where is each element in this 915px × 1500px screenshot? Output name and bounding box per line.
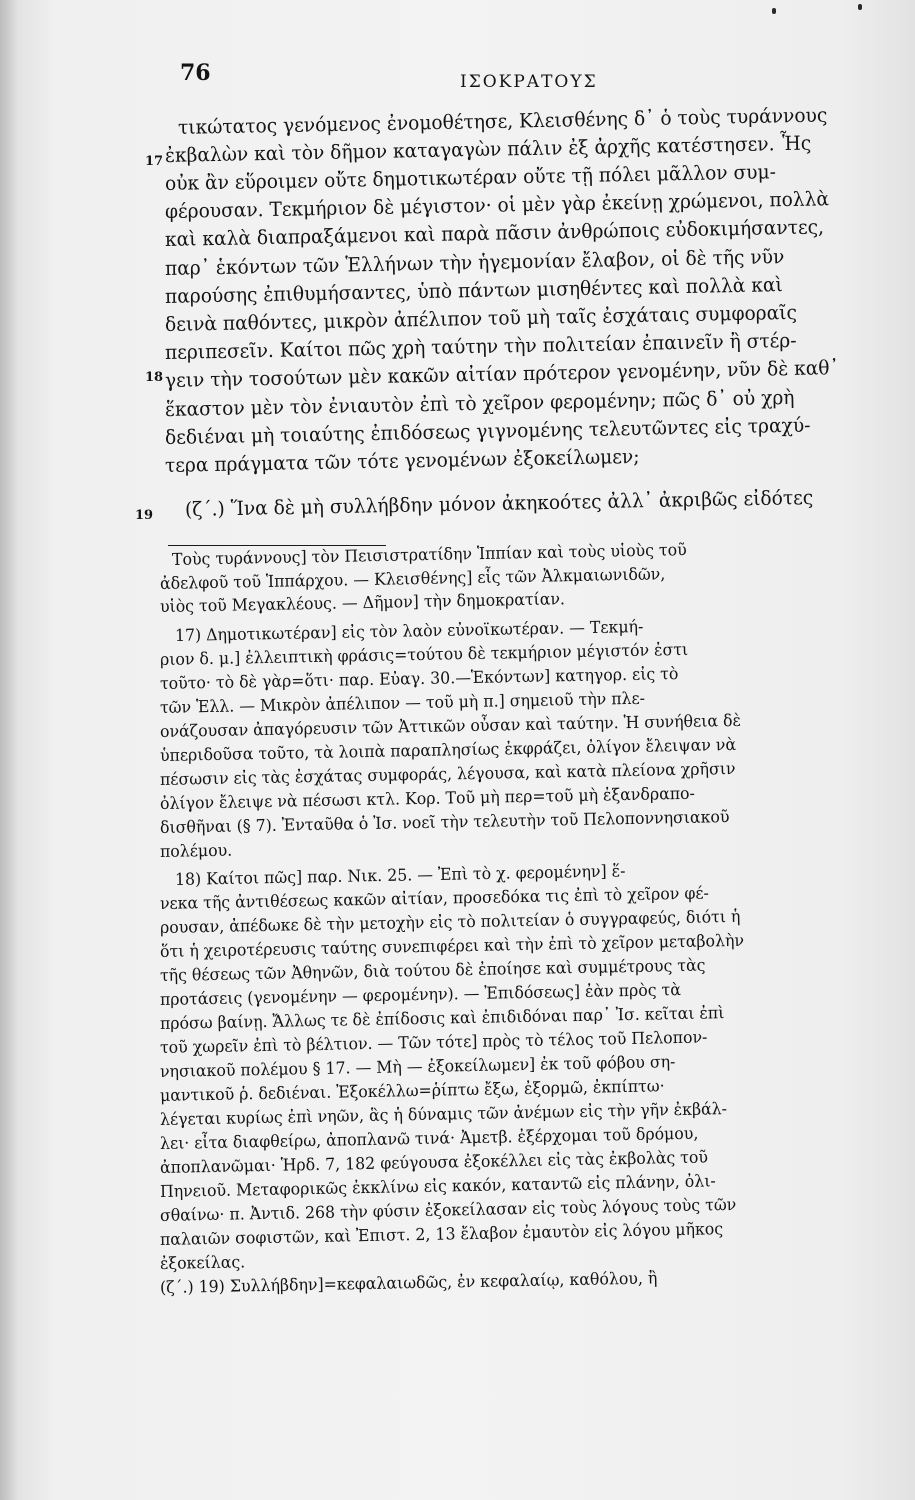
note-line: τοῦ χωρεῖν ἐπὶ τὸ βέλτιον. — Τῶν τότε] πρὸς τὸ τέλος τοῦ Πελοπον- xyxy=(159,1027,708,1057)
note-line: ρουσαν, ἀπέδωκε δὲ τὴν μετοχὴν εἰς τὸ πολιτείαν ὁ συγγραφεύς, διότι ἡ xyxy=(159,906,741,937)
note-line: (ζ΄.) 19) Συλλήβδην]=κεφαλαιωδῶς, ἐν κεφαλαίῳ, καθόλου, ἢ xyxy=(159,1268,658,1297)
note-line: πέσωσιν εἰς τὰς ἐσχάτας συμφοράς, λέγουσα, καὶ κατὰ πλείονα χρῆσιν xyxy=(159,758,736,789)
note-line: παλαιῶν σοφιστῶν, καὶ Ἐπιστ. 2, 13 ἔλαβον ἐμαυτὸν εἰς λόγου μῆκος xyxy=(159,1219,724,1249)
note-line: ριον δ. μ.] ἐλλειπτικὴ φράσις=τούτου δὲ τεκμήριον μέγιστόν ἐστι xyxy=(159,639,689,669)
note-line: 17) Δημοτικωτέραν] εἰς τὸν λαὸν εὐνοϊκωτέραν. — Τεκμή- xyxy=(174,617,644,645)
main-text-line: οὐκ ἂν εὕροιμεν οὔτε δημοτικωτέραν οὔτε τῇ πόλει μᾶλλον συμ- xyxy=(164,160,777,195)
section-number: 17 xyxy=(145,154,164,169)
note-line: δισθῆναι (§ 7). Ἐνταῦθα ὁ Ἰσ. νοεῖ τὴν τελευτὴν τοῦ Πελοποννησιακοῦ xyxy=(159,807,730,837)
main-text-line: τερα πράγματα τῶν τότε γενομένων ἐξοκείλωμεν; xyxy=(164,444,640,477)
main-text-line: παρούσης ἐπιθυμήσαντες, ὑπὸ πάντων μισηθέντες καὶ πολλὰ καὶ xyxy=(164,273,783,308)
note-line: τῶν Ἑλλ. — Μικρὸν ἀπέλιπον — τοῦ μὴ π.] σημειοῦ τὴν πλε- xyxy=(159,688,646,717)
note-line: σθαίνω· π. Ἀντιδ. 268 τὴν φύσιν ἐξοκείλασαν εἰς τοὺς λόγους τοὺς τῶν xyxy=(159,1194,737,1225)
note-line: νησιακοῦ πολέμου § 17. — Μὴ — ἐξοκείλωμεν] ἐκ τοῦ φόβου ση- xyxy=(159,1052,676,1081)
note-line: ὅτι ἡ χειροτέρευσις ταύτης συνεπιφέρει καὶ τὴν ἐπὶ τὸ χεῖρον μεταβολὴν xyxy=(159,930,745,961)
note-line: τῆς θέσεως τῶν Ἀθηνῶν, διὰ τούτου δὲ ἐποίησε καὶ συμμέτρους τὰς xyxy=(159,955,706,985)
note-line: υἱὸς τοῦ Μεγακλέους. — Δῆμον] τὴν δημοκρατίαν. xyxy=(159,589,566,616)
main-text-line: δεινὰ παθόντες, μικρὸν ἀπέλιπον τοῦ μὴ ταῖς ἐσχάταις συμφοραῖς xyxy=(164,300,798,336)
main-text-line: παρ᾽ ἑκόντων τῶν Ἑλλήνων τὴν ἡγεμονίαν ἔλαβον, οἱ δὲ τῆς νῦν xyxy=(164,245,785,280)
note-line: ονάζουσαν ἀπαγόρευσιν τῶν Ἀττικῶν οὖσαν καὶ ταύτην. Ἡ συνήθεια δὲ xyxy=(159,710,742,741)
main-text-line: (ζ΄.) Ἵνα δὲ μὴ συλλήβδην μόνον ἀκηκοότες ἀλλ᾽ ἀκριβῶς εἰδότες xyxy=(184,485,814,521)
note-line: λέγεται κυρίως ἐπὶ νηῶν, ἃς ἡ δύναμις τῶν ἀνέμων εἰς τὴν γῆν ἐκβάλ- xyxy=(159,1099,728,1129)
main-text-line: τικώτατος γενόμενος ἐνομοθέτησε, Κλεισθένης δ᾽ ὁ τοὺς τυράννους xyxy=(177,103,828,139)
main-text-line: καὶ καλὰ διαπραξάμενοι καὶ παρὰ πᾶσιν ἀνθρώποις εὐδοκιμήσαντες, xyxy=(164,215,825,251)
note-line: ἀποπλανῶμαι· Ἡρδ. 7, 182 φεύγουσα ἐξοκέλλει εἰς τὰς ἐκβολὰς τοῦ xyxy=(159,1147,709,1177)
main-text-line: περιπεσεῖν. Καίτοι πῶς χρὴ ταύτην τὴν πολιτείαν ἐπαινεῖν ἢ στέρ- xyxy=(164,328,797,364)
page-speck xyxy=(858,4,862,10)
note-line: ἀδελφοῦ τοῦ Ἱππάρχου. — Κλεισθένης] εἷς τῶν Ἀλκμαιωνιδῶν, xyxy=(159,564,666,593)
note-line: τοῦτο· τὸ δὲ γὰρ=ὅτι· παρ. Εὐαγ. 30.—Ἑκόντων] κατηγορ. εἰς τὸ xyxy=(159,664,679,693)
running-title: ΙΣΟΚΡΑΤΟΥΣ xyxy=(460,72,598,92)
note-line: ὑπεριδοῦσα τοῦτο, τὰ λοιπὰ παραπλησίως ἐκφράζει, ὀλίγον ἔλειψαν νὰ xyxy=(159,734,737,765)
note-line: Τοὺς τυράννους] τὸν Πεισιστρατίδην Ἱππίαν καὶ τοὺς υἱοὺς τοῦ xyxy=(171,540,687,569)
section-number: 18 xyxy=(145,370,164,385)
note-line: ὀλίγον ἔλειψε νὰ πέσωσι κτλ. Κορ. Τοῦ μὴ περ=τοῦ μὴ ἐξανδραπο- xyxy=(159,783,696,813)
note-line: πολέμου. xyxy=(159,840,233,861)
note-line: μαντικοῦ ῥ. δεδιέναι. Ἐξοκέλλω=ῥίπτω ἔξω, ἐξορμῶ, ἐκπίπτω· xyxy=(159,1076,665,1105)
spine-shadow xyxy=(0,0,18,1500)
note-line: προτάσεις (γενομένην — φερομένην). — Ἐπιδόσεως] ἐὰν πρὸς τὰ xyxy=(159,979,682,1009)
note-line: πρόσω βαίνῃ. Ἄλλως τε δὲ ἐπίδοσις καὶ ἐπιδιδόναι παρ᾽ Ἰσ. κεῖται ἐπὶ xyxy=(159,1003,725,1033)
main-text-line: γειν τὴν τοσούτων μὲν κακῶν αἰτίαν πρότερον γενομένην, νῦν δὲ καθ᾽ xyxy=(164,356,840,392)
note-line: Πηνειοῦ. Μεταφορικῶς ἐκκλίνω εἰς κακόν, καταντῶ εἰς πλάνην, ὀλι- xyxy=(159,1171,716,1201)
main-text-line: δεδιέναι μὴ τοιαύτης ἐπιδόσεως γιγνομένης τελευτῶντες εἰς τραχύ- xyxy=(164,413,811,449)
note-line: 18) Καίτοι πῶς] παρ. Νικ. 25. — Ἐπὶ τὸ χ. φερομένην] ἕ- xyxy=(174,861,626,889)
page-speck xyxy=(772,8,776,14)
note-line: ἐξοκείλας. xyxy=(159,1252,246,1273)
main-text-line: ἐκβαλὼν καὶ τὸν δῆμον καταγαγὼν πάλιν ἐξ ἀρχῆς κατέστησεν. Ἧς xyxy=(164,131,812,167)
main-text-line: ἕκαστον μὲν τὸν ἐνιαυτὸν ἐπὶ τὸ χεῖρον φερομένην; πῶς δ᾽ οὐ χρὴ xyxy=(164,385,795,421)
note-line: λει· εἶτα διαφθείρω, ἀποπλανῶ τινά· Ἀμετβ. ἐξέρχομαι τοῦ δρόμου, xyxy=(159,1123,699,1153)
section-number: 19 xyxy=(135,508,154,523)
note-line: νεκα τῆς ἀντιθέσεως κακῶν αἰτίαν, προσεδόκα τις ἐπὶ τὸ χεῖρον φέ- xyxy=(159,883,710,913)
main-text-line: φέρουσαν. Τεκμήριον δὲ μέγιστον· οἱ μὲν γὰρ ἐκείνῃ χρώμενοι, πολλὰ xyxy=(164,187,830,223)
page-number: 76 xyxy=(180,60,211,86)
